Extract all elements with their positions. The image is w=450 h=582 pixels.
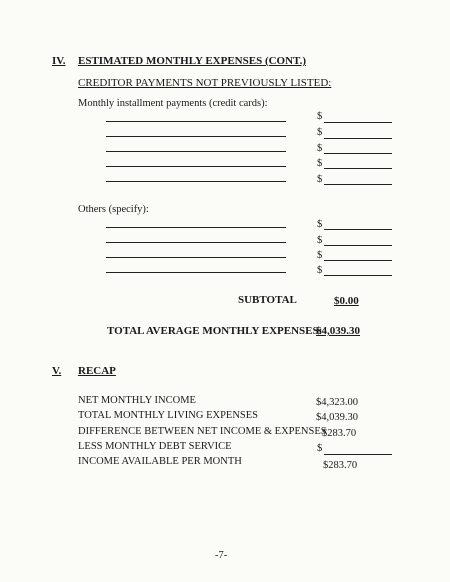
- blank-line[interactable]: [106, 181, 286, 182]
- recap-value: $283.70: [323, 460, 358, 471]
- recap-value: $4,039.30: [316, 412, 358, 423]
- blank-line[interactable]: [106, 272, 286, 273]
- others-label: Others (specify):: [78, 204, 149, 215]
- amount-line[interactable]: [324, 245, 392, 246]
- dollar-sign: $: [317, 265, 323, 276]
- section-number: V.: [52, 365, 62, 377]
- dollar-sign: $: [317, 111, 323, 122]
- amount-line[interactable]: [324, 184, 392, 185]
- dollar-sign: $: [317, 235, 323, 246]
- recap-label: LESS MONTHLY DEBT SERVICE: [78, 441, 232, 452]
- blank-line[interactable]: [106, 151, 286, 152]
- amount-line[interactable]: [324, 168, 392, 169]
- section-number: IV.: [52, 55, 66, 67]
- page-number: -7-: [215, 550, 228, 561]
- subtotal-label: SUBTOTAL: [238, 294, 297, 306]
- amount-line[interactable]: [324, 454, 392, 455]
- dollar-sign: $: [317, 219, 323, 230]
- blank-line[interactable]: [106, 242, 286, 243]
- dollar-sign: $: [317, 250, 323, 261]
- recap-value: $4,323.00: [316, 397, 358, 408]
- total-expenses-label: TOTAL AVERAGE MONTHLY EXPENSES:: [107, 325, 323, 337]
- amount-line[interactable]: [324, 122, 392, 123]
- amount-line[interactable]: [324, 229, 392, 230]
- installments-label: Monthly installment payments (credit cards):: [78, 98, 268, 109]
- section-subtitle: CREDITOR PAYMENTS NOT PREVIOUSLY LISTED:: [78, 77, 332, 89]
- dollar-sign: $: [317, 143, 323, 154]
- recap-label: TOTAL MONTHLY LIVING EXPENSES: [78, 410, 258, 421]
- section-title: ESTIMATED MONTHLY EXPENSES (CONT.): [78, 55, 306, 67]
- blank-line[interactable]: [106, 166, 286, 167]
- total-expenses-value: $4,039.30: [316, 325, 360, 337]
- amount-line[interactable]: [324, 275, 392, 276]
- recap-label: NET MONTHLY INCOME: [78, 395, 196, 406]
- recap-label: INCOME AVAILABLE PER MONTH: [78, 456, 242, 467]
- blank-line[interactable]: [106, 136, 286, 137]
- dollar-sign: $: [317, 158, 323, 169]
- dollar-sign: $: [317, 127, 323, 138]
- recap-value: $283.70: [322, 428, 357, 439]
- subtotal-value: $0.00: [334, 295, 359, 307]
- amount-line[interactable]: [324, 153, 392, 154]
- recap-label: DIFFERENCE BETWEEN NET INCOME & EXPENSES: [78, 426, 327, 437]
- recap-value: $: [317, 443, 323, 454]
- section-title: RECAP: [78, 365, 116, 377]
- dollar-sign: $: [317, 174, 323, 185]
- blank-line[interactable]: [106, 257, 286, 258]
- amount-line[interactable]: [324, 138, 392, 139]
- blank-line[interactable]: [106, 121, 286, 122]
- blank-line[interactable]: [106, 227, 286, 228]
- amount-line[interactable]: [324, 260, 392, 261]
